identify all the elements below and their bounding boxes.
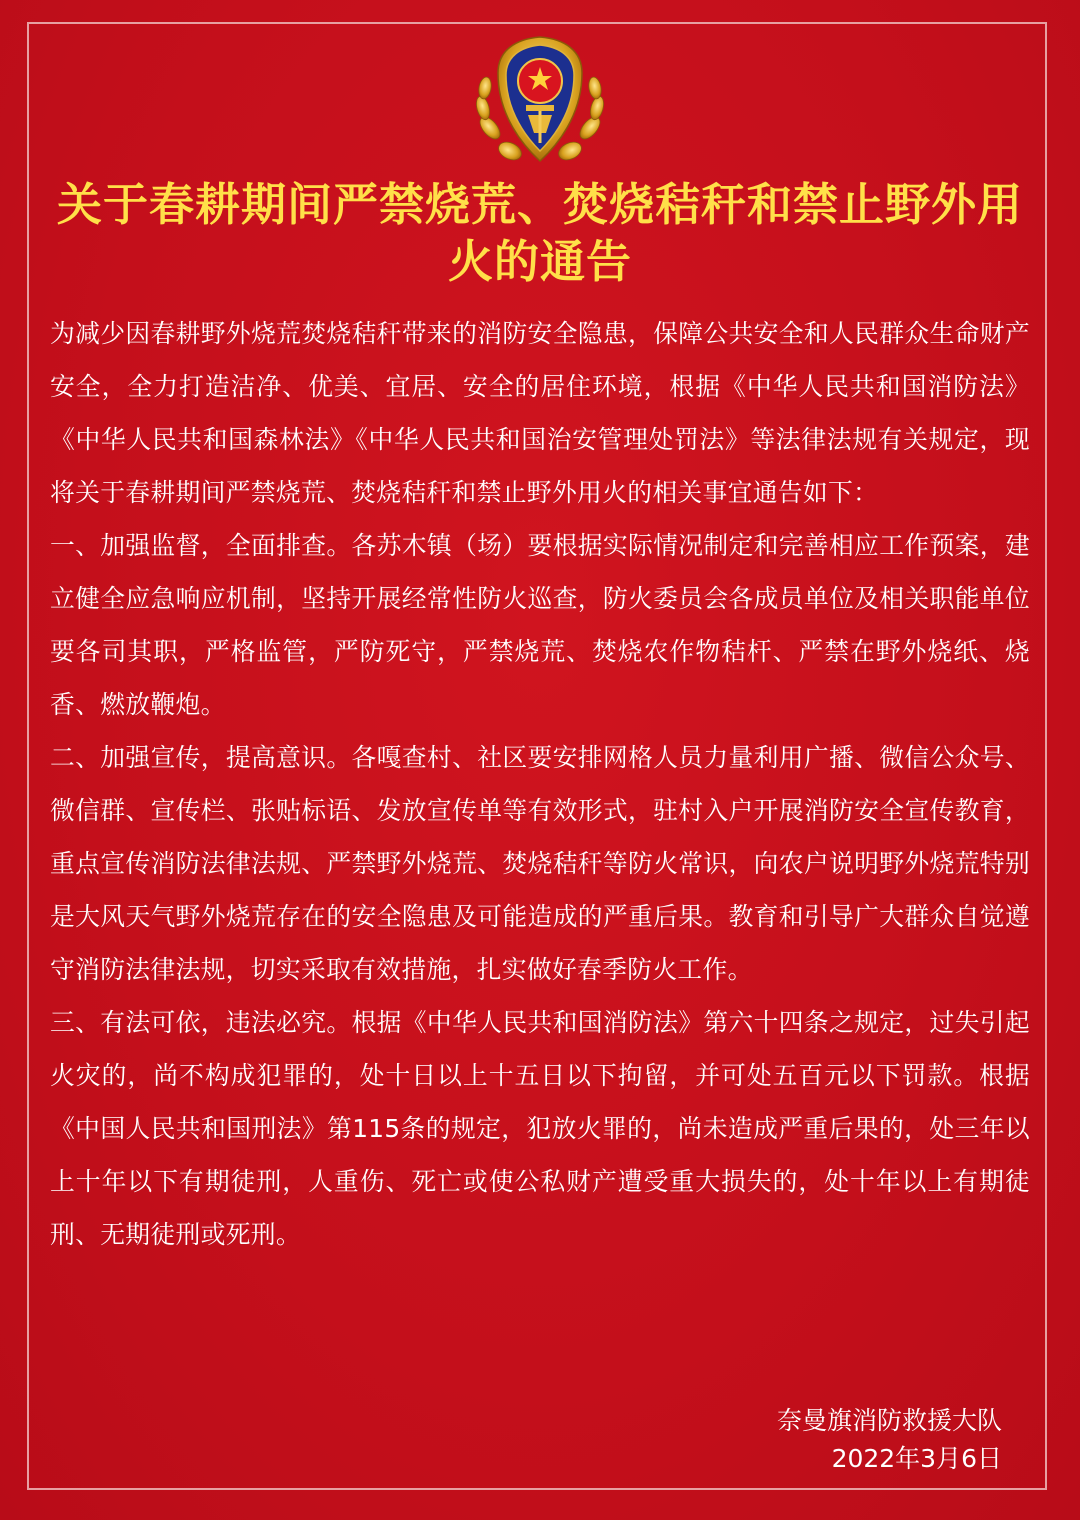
notice-title: 关于春耕期间严禁烧荒、焚烧秸秆和禁止野外用火的通告 bbox=[56, 178, 1023, 288]
issue-date: 2022年3月6日 bbox=[831, 1444, 1002, 1473]
issuer-name: 奈曼旗消防救援大队 bbox=[776, 1406, 1002, 1435]
fire-rescue-emblem-icon bbox=[470, 33, 610, 168]
section-three-paragraph: 三、有法可依，违法必究。根据《中华人民共和国消防法》第六十四条之规定，过失引起火灾的，尚不构成犯罪的，处十日以上十五日以下拘留，并可处五百元以下罚款。根据《中国人民共和国刑法》第115条的规定，犯放火罪的，尚未造成严重后果的，处三年以上十年以下有期徒刑，人重伤、死亡或使公私财产遭受重大损失的，处十年以上有期徒刑、无期徒刑或死刑。 bbox=[50, 1008, 1030, 1249]
section-one-paragraph: 一、加强监督，全面排查。各苏木镇（场）要根据实际情况制定和完善相应工作预案，建立健全应急响应机制，坚持开展经常性防火巡查，防火委员会各成员单位及相关职能单位要各司其职，严格监管，严防死守，严禁烧荒、焚烧农作物秸杆、严禁在野外烧纸、烧香、燃放鞭炮。 bbox=[50, 531, 1030, 719]
notice-body bbox=[50, 307, 1030, 1261]
signature-block bbox=[777, 1402, 1002, 1478]
section-two-paragraph: 二、加强宣传，提高意识。各嘎查村、社区要安排网格人员力量利用广播、微信公众号、微信群、宣传栏、张贴标语、发放宣传单等有效形式，驻村入户开展消防安全宣传教育，重点宣传消防法律法规、严禁野外烧荒、焚烧秸秆等防火常识，向农户说明野外烧荒特别是大风天气野外烧荒存在的安全隐患及可能造成的严重后果。教育和引导广大群众自觉遵守消防法律法规，切实采取有效措施，扎实做好春季防火工作。 bbox=[50, 743, 1030, 984]
intro-paragraph: 为减少因春耕野外烧荒焚烧秸秆带来的消防安全隐患，保障公共安全和人民群众生命财产安全，全力打造洁净、优美、宜居、安全的居住环境，根据《中华人民共和国消防法》《中华人民共和国森林法》《中华人民共和国治安管理处罚法》等法律法规有关规定，现将关于春耕期间严禁烧荒、焚烧秸秆和禁止野外用火的相关事宜通告如下： bbox=[50, 319, 1030, 507]
